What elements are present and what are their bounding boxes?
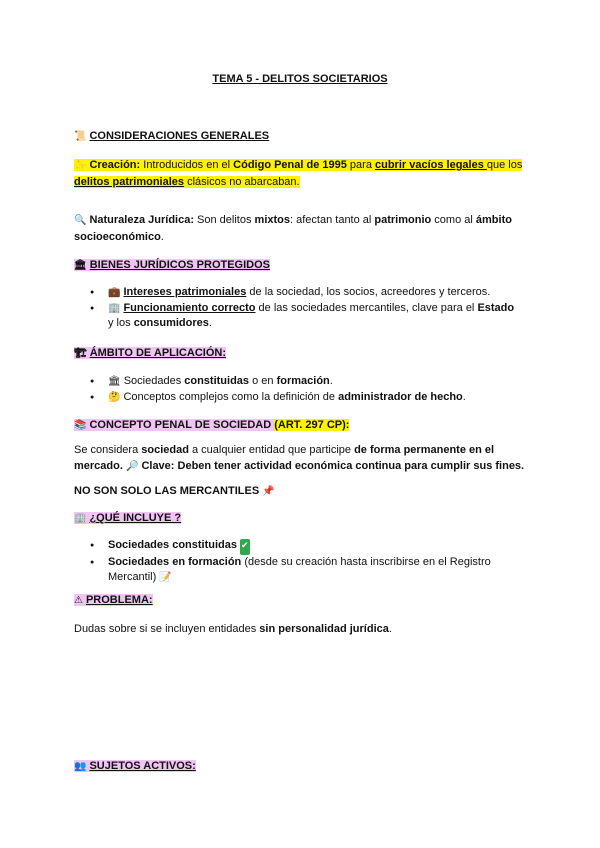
magnifier-icon: 🔍 bbox=[74, 215, 87, 226]
magnifier-icon: 🔎 bbox=[125, 461, 139, 472]
section-heading-sujetos: 👥 SUJETOS ACTIVOS: bbox=[74, 760, 196, 772]
sparkle-icon: ✨ bbox=[74, 160, 87, 171]
warning-icon: ⚠ bbox=[74, 595, 83, 606]
naturaleza-paragraph: 🔍 Naturaleza Jurídica: Son delitos mixtos: afectan tanto al patrimonio como al ámbito socioeconómico. bbox=[74, 214, 512, 243]
bank-icon: 🏛 bbox=[108, 376, 121, 387]
section-heading-incluye: 🏢 ¿QUÉ INCLUYE ? bbox=[74, 512, 182, 524]
bienes-list bbox=[90, 285, 526, 332]
people-icon: 👥 bbox=[74, 761, 87, 772]
list-item: ● Sociedades en formación (desde su creación hasta inscribirse en el Registro Mercantil) 📝 bbox=[90, 555, 526, 586]
thinking-icon: 🤔 bbox=[108, 391, 121, 403]
bank-icon: 🏛 bbox=[74, 260, 87, 271]
list-item: ● 🤔 Conceptos complejos como la definición de administrador de hecho. bbox=[90, 390, 526, 406]
books-icon: 📚 bbox=[74, 420, 87, 431]
pin-icon: 📌 bbox=[262, 486, 275, 497]
list-item: ● Sociedades constituidas ✔ bbox=[90, 538, 526, 555]
list-item: ● 🏛 Sociedades constituidas o en formación. bbox=[90, 374, 526, 390]
incluye-list bbox=[90, 538, 526, 586]
briefcase-icon: 💼 bbox=[108, 287, 121, 298]
office-icon: 🏢 bbox=[108, 302, 121, 314]
section-heading-bienes: 🏛 BIENES JURÍDICOS PROTEGIDOS bbox=[74, 259, 271, 271]
office-icon: 🏢 bbox=[74, 513, 87, 524]
construction-icon: 🏗 bbox=[74, 348, 87, 359]
problema-paragraph: Dudas sobre si se incluyen entidades sin personalidad jurídica. bbox=[74, 623, 392, 635]
scroll-icon: 📜 bbox=[74, 131, 87, 142]
pen-icon: 📝 bbox=[159, 572, 172, 583]
list-item: ● 🏢 Funcionamiento correcto de las sociedades mercantiles, clave para el Estado y los consumidores. bbox=[90, 301, 526, 332]
concepto-paragraph: Se considera sociedad a cualquier entidad que participe de forma permanente en el mercado. 🔎 Clave: Deben tener actividad económica continua para cumplir sus fines. bbox=[74, 442, 526, 475]
no-son-solo-line: NO SON SOLO LAS MERCANTILES 📌 bbox=[74, 483, 526, 500]
section-heading-problema: ⚠ PROBLEMA: bbox=[74, 594, 153, 606]
list-item: ● 💼 Intereses patrimoniales de la sociedad, los socios, acreedores y terceros. bbox=[90, 285, 526, 301]
section-heading-consideraciones: 📜 CONSIDERACIONES GENERALES bbox=[74, 130, 270, 142]
section-heading-concepto: 📚 CONCEPTO PENAL DE SOCIEDAD (ART. 297 CP): bbox=[74, 419, 350, 431]
creacion-paragraph: ✨ Creación: Introducidos en el Código Penal de 1995 para cubrir vacíos legales que los delitos patrimoniales clásicos no abarcaban. bbox=[74, 159, 523, 188]
document-title: TEMA 5 - DELITOS SOCIETARIOS bbox=[212, 73, 388, 85]
section-heading-ambito: 🏗 ÁMBITO DE APLICACIÓN: bbox=[74, 347, 226, 359]
check-icon: ✔ bbox=[240, 539, 250, 555]
ambito-list bbox=[90, 374, 526, 405]
